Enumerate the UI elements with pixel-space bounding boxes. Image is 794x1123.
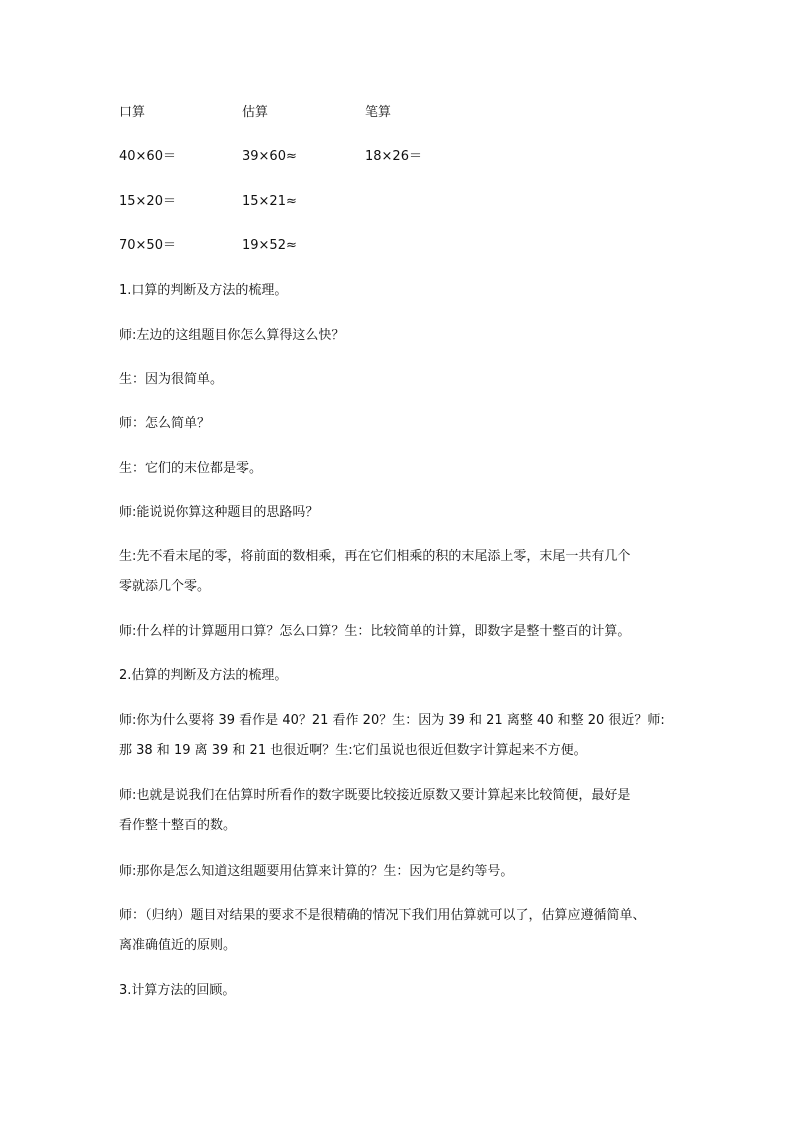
dialogue-paragraph	[119, 542, 679, 602]
dialogue-paragraph	[119, 901, 679, 961]
dialogue-paragraph	[119, 409, 679, 439]
problem-cell: 19×52≈	[242, 238, 297, 253]
header-written-calc: 笔算	[365, 105, 392, 120]
problem-cell: 18×26＝	[365, 149, 422, 164]
text-line: 1.口算的判断及方法的梳理。	[119, 283, 288, 298]
dialogue-paragraph	[119, 706, 679, 766]
text-line: 生:先不看末尾的零，将前面的数相乘，再在它们相乘的积的末尾添上零，末尾一共有几个	[119, 549, 631, 564]
text-line: 生：它们的末位都是零。	[119, 461, 263, 476]
problem-cell: 39×60≈	[242, 149, 297, 164]
dialogue-paragraph	[119, 617, 679, 647]
text-line: 师：怎么简单？	[119, 416, 211, 431]
dialogue-paragraph	[119, 454, 679, 484]
problem-cell: 70×50＝	[119, 238, 176, 253]
text-line: 3.计算方法的回顾。	[119, 983, 236, 998]
text-line: 师:左边的这组题目你怎么算得这么快？	[119, 328, 345, 343]
text-line: 离准确值近的原则。	[119, 938, 237, 953]
text-line: 师:能说说你算这种题目的思路吗？	[119, 505, 319, 520]
dialogue-paragraph	[119, 781, 679, 841]
text-line: 那 38 和 19 离 39 和 21 也很近啊？生:它们虽说也很近但数字计算起来不方便。	[119, 743, 587, 758]
dialogue-paragraph	[119, 321, 679, 351]
section-heading-oral	[119, 276, 679, 306]
text-line: 生：因为很简单。	[119, 372, 224, 387]
header-oral-calc: 口算	[119, 105, 146, 120]
text-line: 师:什么样的计算题用口算？怎么口算？生：比较简单的计算，即数字是整十整百的计算。	[119, 624, 631, 639]
section-heading-review	[119, 976, 679, 1006]
problem-cell: 15×20＝	[119, 194, 176, 209]
text-line: 师:你为什么要将 39 看作是 40？21 看作 20？生：因为 39 和 21 离整 40 和整 20 很近？师:	[119, 713, 665, 728]
text-line: 师：（归纳）题目对结果的要求不是很精确的情况下我们用估算就可以了，估算应遵循简单、	[119, 908, 646, 923]
dialogue-paragraph	[119, 365, 679, 395]
text-line: 2.估算的判断及方法的梳理。	[119, 668, 288, 683]
text-line: 零就添几个零。	[119, 579, 211, 594]
problem-cell: 40×60＝	[119, 149, 176, 164]
dialogue-paragraph	[119, 498, 679, 528]
text-line: 师:也就是说我们在估算时所看作的数字既要比较接近原数又要计算起来比较简便，最好是	[119, 788, 631, 803]
text-line: 师:那你是怎么知道这组题要用估算来计算的？生：因为它是约等号。	[119, 864, 514, 879]
dialogue-paragraph	[119, 857, 679, 887]
header-estimate: 估算	[242, 105, 269, 120]
section-heading-estimate	[119, 661, 679, 691]
problem-cell: 15×21≈	[242, 194, 297, 209]
text-line: 看作整十整百的数。	[119, 818, 237, 833]
